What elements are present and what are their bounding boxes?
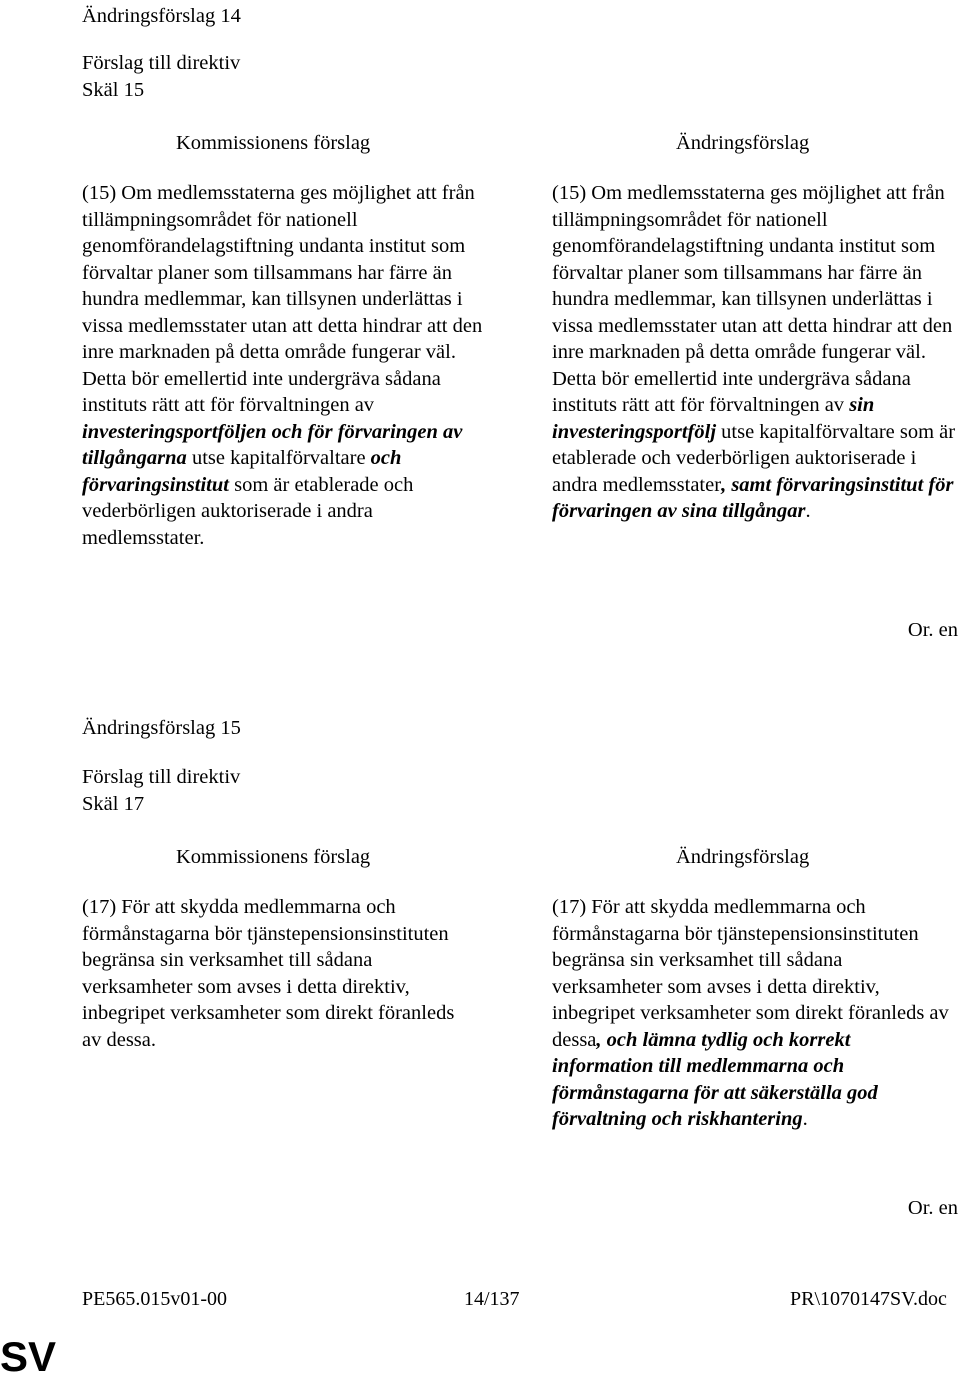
text-segment-amended: , samt förvaringsinstitut för förvaringen av sina tillgångar <box>552 473 954 522</box>
text-segment: utse kapitalförvaltare som är etablerade och vederbörligen auktoriserade i andra medlemsstater <box>552 420 956 496</box>
text-segment: (17) För att skydda medlemmarna och förmånstagarna bör tjänstepensionsinstituten begränsa sin verksamhet till sådana verksamheter som avses i detta direktiv, inbegripet verksamheter som direkt föranleds av dessa <box>552 896 949 1051</box>
proposal-label: Förslag till direktiv <box>82 766 241 788</box>
text-segment-amended: sin investeringsportfölj <box>552 394 875 443</box>
amendment-title: Ändringsförslag 15 <box>82 717 241 739</box>
proposal-label: Förslag till direktiv <box>82 52 241 74</box>
commission-text <box>82 894 477 1053</box>
text-segment: (15) Om medlemsstaterna ges möjlighet att från tillämpningsområdet för nationell genomförandelagstiftning undanta institut som förvaltar planer som tillsammans har färre än hundra medlemmar, kan tillsynen underlättas i vissa medlemsstater utan att detta hindrar att den inre marknaden på detta område fungerar väl. Detta bör emellertid inte undergräva sådana instituts rätt att för förvaltningen av <box>552 182 953 416</box>
text-segment: utse kapitalförvaltare <box>186 447 371 469</box>
page-number: 14/137 <box>464 1288 520 1310</box>
commission-proposal-heading: Kommissionens förslag <box>176 132 371 154</box>
language-code: SV <box>0 1333 57 1380</box>
text-segment: (15) Om medlemsstaterna ges möjlighet att från tillämpningsområdet för nationell genomförandelagstiftning undanta institut som förvaltar planer som tillsammans har färre än hundra medlemmar, kan tillsynen underlättas i vissa medlemsstater utan att detta hindrar att den inre marknaden på detta område fungerar väl. Detta bör emellertid inte undergräva sådana instituts rätt att för förvaltningen av <box>82 182 483 416</box>
commission-text <box>82 180 490 551</box>
text-segment-amended: investeringsportföljen och för förvaringen av tillgångarna <box>82 420 463 469</box>
amendment-heading: Ändringsförslag <box>676 132 810 154</box>
amendment-heading: Ändringsförslag <box>676 846 810 868</box>
original-language: Or. en <box>907 1197 958 1219</box>
amendment-text <box>552 180 956 525</box>
text-segment: som är etablerade och vederbörligen auktoriserade i andra medlemsstater. <box>82 473 414 549</box>
text-segment-amended: och förvaringsinstitut <box>82 447 402 496</box>
text-segment: . <box>802 1108 808 1130</box>
document-code: PE565.015v01-00 <box>82 1288 227 1310</box>
original-language: Or. en <box>907 619 958 641</box>
amendment-title: Ändringsförslag 14 <box>82 5 241 27</box>
recital-label: Skäl 17 <box>82 793 145 815</box>
amendment-text <box>552 894 952 1133</box>
file-reference: PR\1070147SV.doc <box>790 1288 947 1310</box>
text-segment-amended: , och lämna tydlig och korrekt information till medlemmarna och förmånstagarna för att säkerställa god förvaltning och riskhantering <box>552 1028 878 1130</box>
commission-proposal-heading: Kommissionens förslag <box>176 846 371 868</box>
text-segment: (17) För att skydda medlemmarna och förmånstagarna bör tjänstepensionsinstituten begränsa sin verksamhet till sådana verksamheter som avses i detta direktiv, inbegripet verksamheter som direkt föranleds av dessa. <box>82 896 455 1051</box>
text-segment: . <box>805 500 811 522</box>
recital-label: Skäl 15 <box>82 79 145 101</box>
